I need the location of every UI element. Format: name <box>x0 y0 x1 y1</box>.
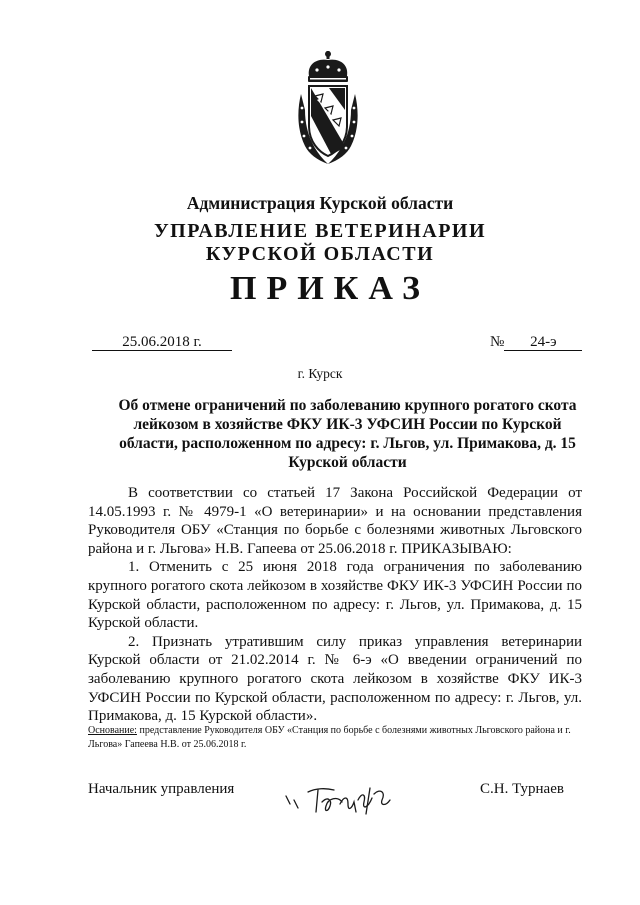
document-type-heading: ПРИКАЗ <box>230 270 430 307</box>
order-item-1: 1. Отменить с 25 июня 2018 года ограничения по заболеванию крупного рогатого скота лейкозом в хозяйстве ФКУ ИК-3 УФСИН России по Курской области, расположенном по адресу: г. Льгов, ул. Примакова, д. 15 Курской области. <box>88 559 582 632</box>
basis-text: представление Руководителя ОБУ «Станция по борьбе с болезнями животных Льговского района и г. Льгова» Гапеева Н.В. от 25.06.2018 г. <box>88 725 571 750</box>
signatory-position: Начальник управления <box>88 781 235 797</box>
order-title: Об отмене ограничений по заболеванию крупного рогатого скота лейкозом в хозяйстве ФКУ ИК-3 УФСИН России по Курской области, расположенном по адресу: г. Льгов, ул. Примакова, д. 15 Курской области <box>118 397 577 471</box>
department-name-line2: КУРСКОЙ ОБЛАСТИ <box>205 243 435 265</box>
order-item-2: 2. Признать утратившим силу приказ управления ветеринарии Курской области от 21.02.2014 г. № 6-э «О введении ограничений по заболеванию крупного рогатого скота лейкозом в хозяйстве ФКУ ИК-3 УФСИН России по Курской области, расположенном по адресу: г. Льгов, ул. Примакова, д. 15 Курской области». <box>88 633 582 725</box>
number-label: № <box>490 334 505 350</box>
order-date: 25.06.2018 г. <box>92 334 232 351</box>
order-body <box>88 484 582 726</box>
department-name-line1: УПРАВЛЕНИЕ ВЕТЕРИНАРИИ <box>153 220 487 242</box>
basis-label: Основание: <box>88 725 137 736</box>
basis-note <box>88 724 582 751</box>
handwritten-signature <box>282 778 402 820</box>
intro-paragraph: В соответствии со статьей 17 Закона Российской Федерации от 14.05.1993 г. № 4979-1 «О ветеринарии» и на основании представления Руководителя ОБУ «Станция по борьбе с болезнями животных Льговского района и г. Льгова» Н.В. Гапеева от 25.06.2018 г. ПРИКАЗЫВАЮ: <box>88 485 582 557</box>
signatory-name: С.Н. Турнаев <box>480 781 564 797</box>
number-value: 24-э <box>504 334 582 351</box>
city: г. Курск <box>297 366 343 381</box>
order-number <box>490 334 582 351</box>
administration-name: Администрация Курской области <box>186 193 454 213</box>
coat-of-arms-emblem <box>295 50 361 168</box>
